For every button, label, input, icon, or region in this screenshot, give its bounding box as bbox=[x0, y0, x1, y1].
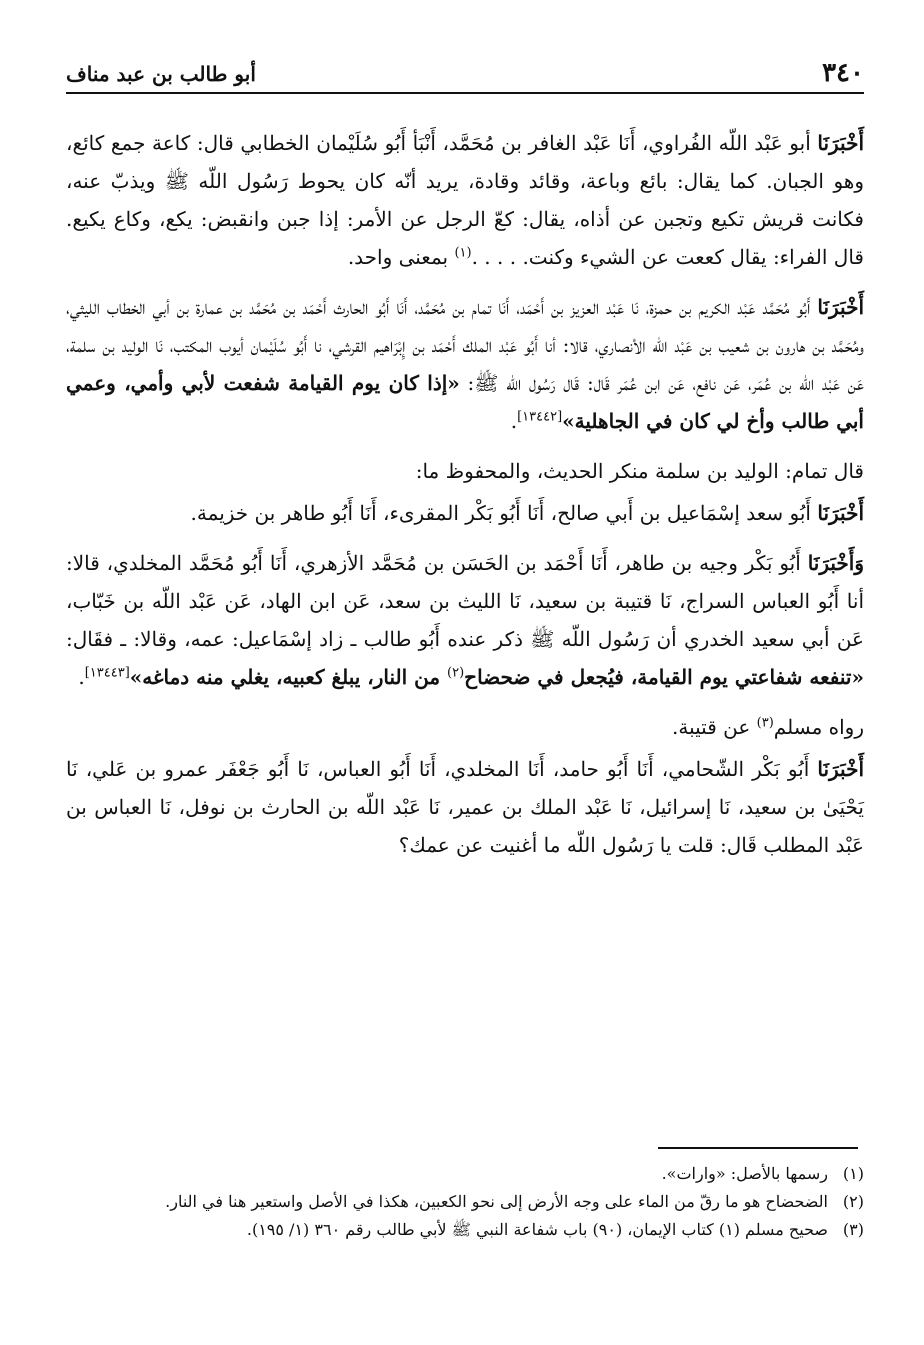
paragraph-2 bbox=[66, 288, 864, 440]
hadith-quote-continued: من النار، يبلغ كعبيه، يغلي منه دماغه» bbox=[129, 665, 448, 689]
paragraph-text: أَبُو مُحَمَّد عَبْد الكريم بن حمزة، نَا عَبْد العزيز بن أَحْمَد، أَنَا تمام بن مُحَمَّد، أَنَا أَبُو الحارث أَحْمَد بن مُحَمَّد بن عمارة بن أبي الخطاب الليثي، ومُحَمَّد بن هارون بن شعيب بن عَبْد اللّه الأنصاري، قالا: أنا أَبُو عَبْد الملك أَحْمَد بن إِبْرَاهيم القرشي، نا أَبُو سُلَيْمان أيوب المكتب، نَا الوليد بن سلمة، عَن عَبْد اللّه بن عُمَر، عَن نافع، عَن ابن عُمَر قَال: قَال رَسُول اللّه ﷺ: bbox=[66, 295, 864, 395]
footnote-marker: (٢) bbox=[447, 665, 465, 681]
paragraph-text: أَبُو بَكْر الشّحامي، أَنَا أَبُو حامد، أَنَا المخلدي، أَنَا أَبُو العباس، نَا أَبُو جَعْفَر عمرو بن عَلي، نَا يَحْيَىٰ بن سعيد، نَا إسرائيل، نَا عَبْد الملك بن عمير، نَا عَبْد اللّه بن الحارث بن نوفل، نَا العباس بن عَبْد المطلب قَال: قلت يا رَسُول اللّه ما أغنيت عن عمك؟ bbox=[66, 757, 864, 857]
footnote-separator bbox=[658, 1147, 858, 1149]
hadith-ref-number: [١٣٤٤٣] bbox=[84, 665, 130, 681]
paragraph-text: رواه مسلم bbox=[773, 715, 864, 739]
paragraph-5 bbox=[66, 544, 864, 696]
paragraph-text: أَبُو سعد إسْمَاعيل بن أَبي صالح، أَنَا أَبُو بَكْر المقرىء، أَنَا أَبُو طاهر بن خزيمة. bbox=[190, 501, 818, 525]
footnote-text: رسمها بالأصل: «وارات». bbox=[661, 1164, 828, 1183]
footnote-number: (١) bbox=[842, 1164, 864, 1183]
footnote-item bbox=[66, 1188, 864, 1216]
paragraph-6 bbox=[66, 708, 864, 746]
footnotes bbox=[66, 1160, 864, 1244]
paragraph-tail: . bbox=[78, 665, 85, 689]
main-text bbox=[66, 124, 864, 864]
lead-word: وَأَخْبَرَنَا bbox=[807, 551, 864, 575]
footnote-number: (٣) bbox=[842, 1220, 864, 1239]
footnote-marker: (٣) bbox=[756, 715, 774, 731]
paragraph-text: أَبُو بَكْر وجيه بن طاهر، أَنَا أَحْمَد بن الحَسَن بن مُحَمَّد الأزهري، أَنَا أَبُو مُحَمَّد المخلدي، قالا: أنا أَبُو العباس السراج، نَا قتيبة بن سعيد، نَا الليث بن سعد، عَن ابن الهاد، عَن عَبْد اللّه بن خَبّاب، عَن أبي سعيد الخدري أن رَسُول اللّه ﷺ ذكر عنده أَبُو طالب ـ زاد إسْمَاعيل: عمه، وقالا: ـ فقَال: bbox=[66, 551, 864, 651]
lead-word: أَخْبَرَنَا bbox=[817, 131, 864, 155]
lead-word: أَخْبَرَنَا bbox=[817, 757, 864, 781]
lead-word: أَخْبَرَنَا bbox=[817, 501, 864, 525]
hadith-quote: «إذا كان يوم القيامة شفعت لأبي وأمي، وعمي أبي طالب وأخ لي كان في الجاهلية» bbox=[66, 371, 864, 433]
paragraph-tail: بمعنى واحد. bbox=[347, 245, 455, 269]
hadith-ref-number: [١٣٤٤٢] bbox=[517, 409, 563, 425]
footnote-number: (٢) bbox=[842, 1192, 864, 1211]
page-header bbox=[66, 52, 864, 94]
footnote-text: صحيح مسلم (١) كتاب الإيمان، (٩٠) باب شفاعة النبي ﷺ لأبي طالب رقم ٣٦٠ (١/ ١٩٥). bbox=[246, 1220, 828, 1239]
footnote-marker: (١) bbox=[454, 245, 472, 261]
paragraph-text: قال تمام: الوليد بن سلمة منكر الحديث، والمحفوظ ما: bbox=[415, 459, 864, 483]
paragraph-4 bbox=[66, 494, 864, 532]
paragraph-tail: . bbox=[510, 409, 518, 433]
running-title: أبو طالب بن عبد مناف bbox=[66, 62, 256, 86]
footnote-item bbox=[66, 1160, 864, 1188]
paragraph-7 bbox=[66, 750, 864, 864]
hadith-quote: «تنفعه شفاعتي يوم القيامة، فيُجعل في ضحضاح bbox=[464, 665, 864, 689]
page-number: ٣٤٠ bbox=[822, 58, 864, 88]
paragraph-3 bbox=[66, 452, 864, 490]
footnote-text: الضحضاح هو ما رقّ من الماء على وجه الأرض إلى نحو الكعبين، هكذا في الأصل واستعير هنا في النار. bbox=[165, 1192, 828, 1211]
paragraph-tail: عن قتيبة. bbox=[672, 715, 757, 739]
paragraph-text: أبو عَبْد اللّه الفُراوي، أَنَا عَبْد الغافر بن مُحَمَّد، أَنْبَأ أَبُو سُلَيْمان الخطابي قال: كاعة جمع كائع، وهو الجبان. كما يقال: بائع وباعة، وقائد وقادة، يريد أنّه كان يحوط رَسُول اللّه ﷺ ويذبّ عنه، فكانت قريش تكيع وتجبن عن أذاه، يقال: كعّ الرجل عن الأمر: إذا جبن وانقبض: يكع، وكاع يكيع. قال الفراء: يقال كععت عن الشيء وكنت. . . . . bbox=[66, 131, 864, 269]
paragraph-1 bbox=[66, 124, 864, 276]
lead-word: أَخْبَرَنَا bbox=[817, 295, 864, 319]
footnote-item bbox=[66, 1216, 864, 1244]
